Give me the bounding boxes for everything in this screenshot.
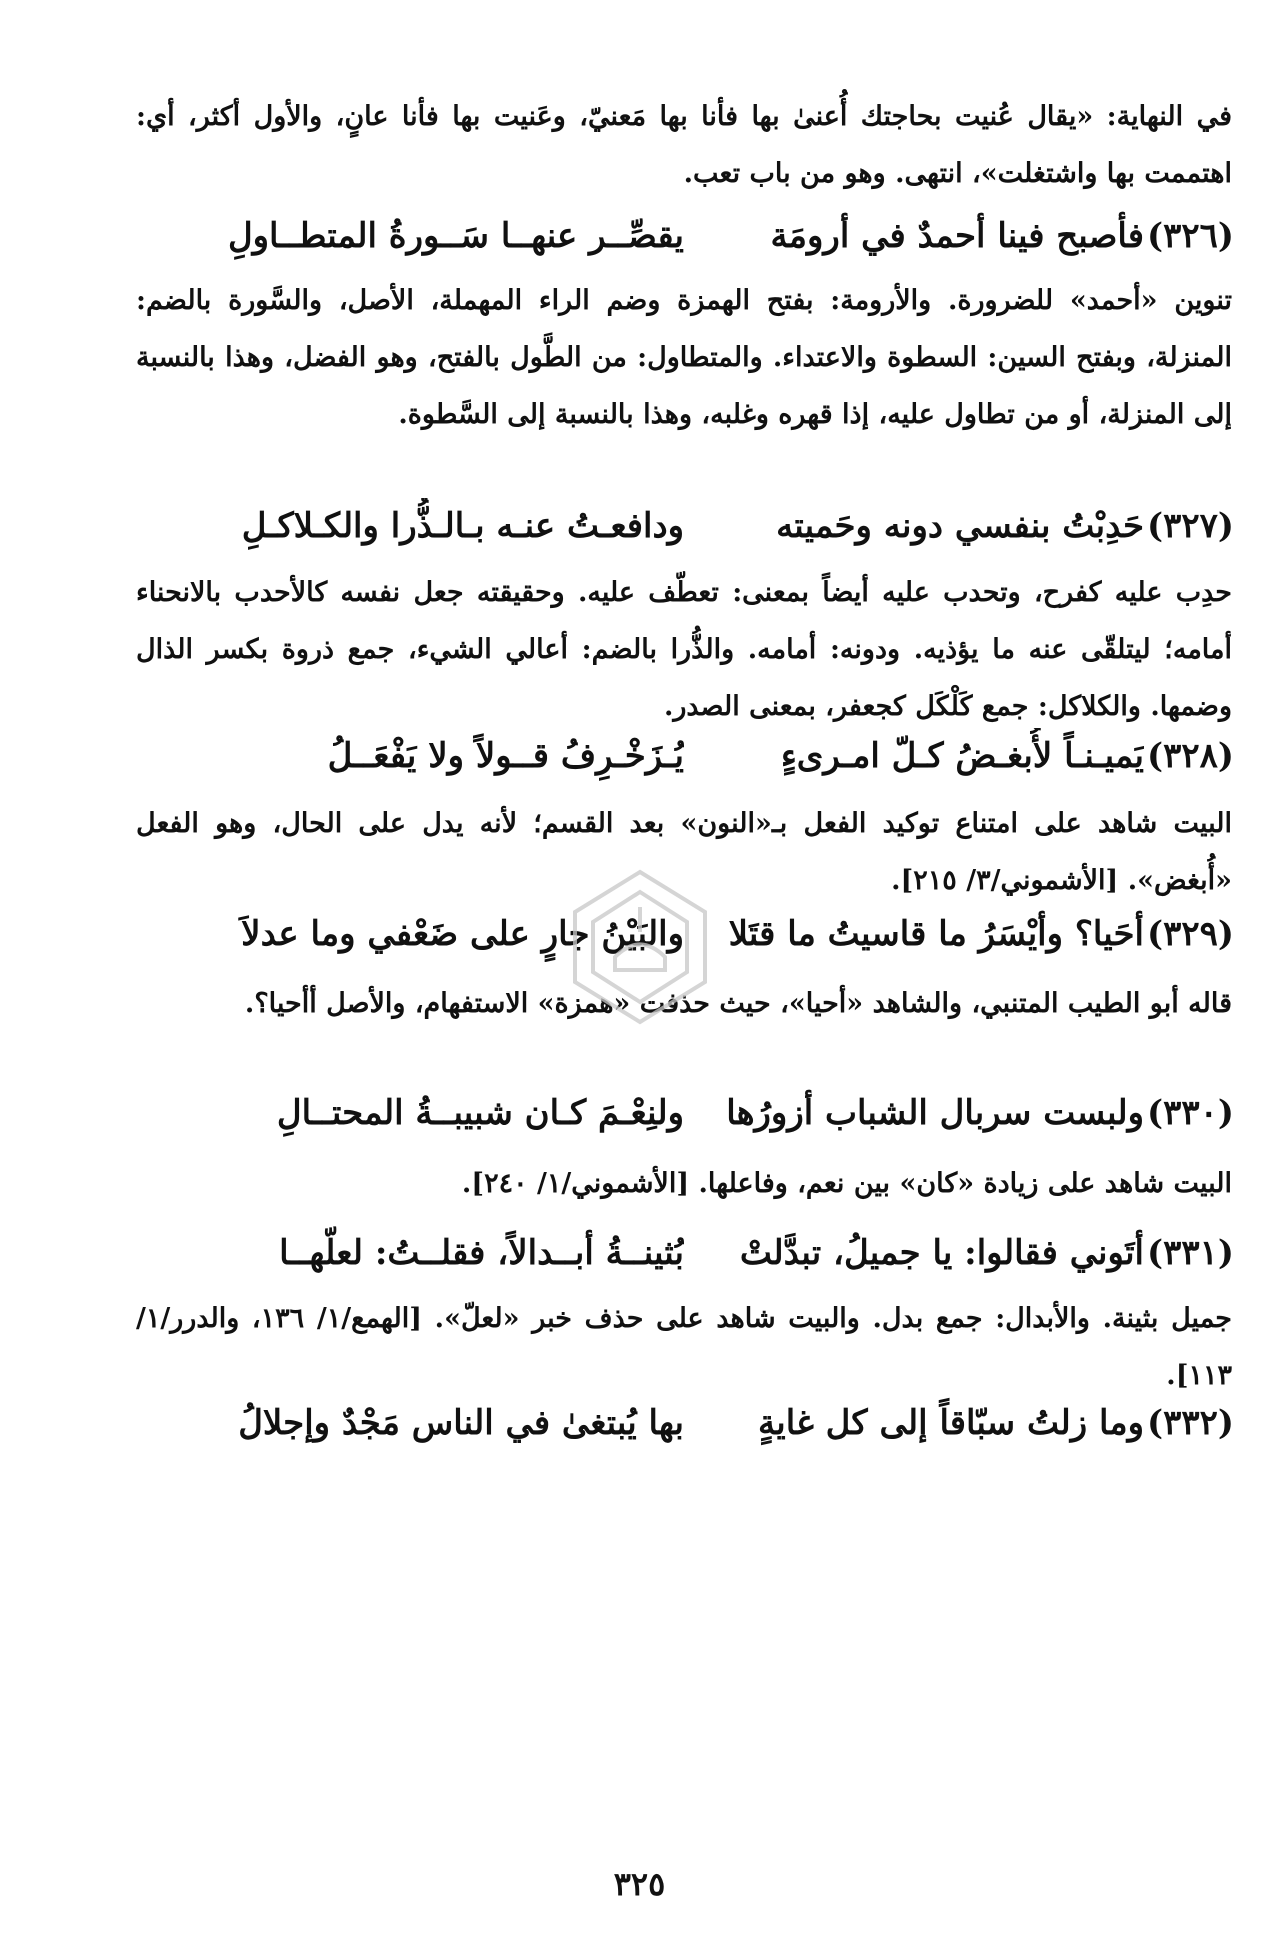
paragraph-327-commentary: حدِب عليه كفرح، وتحدب عليه أيضاً بمعنى: تعطّف عليه. وحقيقته جعل نفسه كالأحدب بالانحناء أمامه؛ ليتلقّى عنه ما يؤذيه. ودونه: أمامه. والذُّرا بالضم: أعالي الشيء، جمع ذروة بكسر الذال وضمها. والكلاكل: جمع كَلْكَل كجعفر، بمعنى الصدر. <box>136 577 1232 722</box>
verse-second-hemistich: ولنِعْـمَ كـان شبيبــةُ المحتــالِ <box>276 1093 684 1133</box>
paragraph-326-commentary: تنوين «أحمد» للضرورة. والأرومة: بفتح الهمزة وضم الراء المهملة، الأصل، والسَّورة بالضم: المنزلة، وبفتح السين: السطوة والاعتداء. والمتطاول: من الطَّول بالفتح، وهو الفضل، وهذا بالنسبة إلى المنزلة، أو من تطاول عليه، إذا قهره وغلبه، وهذا بالنسبة إلى السَّطوة. <box>136 285 1232 430</box>
verse-second-hemistich: بُثينــةُ أبــدالاً، فقلــتُ: لعلّهــا <box>279 1233 684 1273</box>
verse-second-hemistich: والبَيْنُ جارٍ على ضَعْفي وما عدلاَ <box>241 914 684 954</box>
verse-first-hemistich: أحَيا؟ وأيْسَرُ ما قاسيتُ ما قتَلا <box>728 914 1144 954</box>
verse-second-hemistich: يُـزَخْـرِفُ قــولاً ولا يَفْعَــلُ <box>327 736 684 776</box>
verse-number: (٣٢٨) <box>1147 736 1234 776</box>
verse-326 <box>134 208 1234 264</box>
verse-number: (٣٣١) <box>1147 1233 1234 1273</box>
verse-first-hemistich: ولبست سربال الشباب أزورُها <box>726 1093 1144 1133</box>
verse-330 <box>134 1085 1234 1141</box>
verse-first-hemistich: يَميـنـاً لأُبغـضُ كـلّ امـرىءٍ <box>780 736 1144 776</box>
verse-second-hemistich: يقصِّــر عنهــا سَــورةُ المتطــاولِ <box>227 216 684 256</box>
paragraph-328-commentary: البيت شاهد على امتناع توكيد الفعل بـ«النون» بعد القسم؛ لأنه يدل على الحال، وهو الفعل «أُبغض». [الأشموني/٣/ ٢١٥]. <box>136 808 1232 896</box>
verse-first-hemistich: أتَوني فقالوا: يا جميلُ، تبدَّلتْ <box>739 1233 1144 1273</box>
paragraph-331-commentary: جميل بثينة. والأبدال: جمع بدل. والبيت شاهد على حذف خبر «لعلّ». [الهمع/١/ ١٣٦، والدرر/١/ ١١٣]. <box>136 1303 1232 1391</box>
verse-number: (٣٢٦) <box>1147 216 1234 256</box>
verse-first-hemistich: فأصبح فينا أحمدٌ في أرومَة <box>770 216 1144 256</box>
verse-second-hemistich: بها يُبتغىٰ في الناس مَجْدٌ وإجلالُ <box>238 1403 684 1443</box>
verse-331 <box>134 1225 1234 1281</box>
paragraph-330-commentary: البيت شاهد على زيادة «كان» بين نعم، وفاعلها. [الأشموني/١/ ٢٤٠]. <box>461 1168 1232 1199</box>
library-seal-icon <box>555 862 725 1032</box>
verse-332 <box>134 1395 1234 1451</box>
verse-number: (٣٣٠) <box>1147 1093 1234 1133</box>
verse-second-hemistich: ودافعـتُ عنـه بـالـذُّرا والكـلاكـلِ <box>241 506 684 546</box>
verse-first-hemistich: حَدِبْتُ بنفسي دونه وحَميته <box>776 506 1144 546</box>
verse-number: (٣٢٩) <box>1147 914 1234 954</box>
verse-328 <box>134 728 1234 784</box>
verse-number: (٣٢٧) <box>1147 506 1234 546</box>
page-number: ٣٢٥ <box>613 1865 666 1903</box>
verse-327 <box>134 498 1234 554</box>
paragraph-nihaya: في النهاية: «يقال عُنيت بحاجتك أُعنىٰ بها فأنا بها مَعنيّ، وعَنيت بها فأنا عانٍ، والأول أكثر، أي: اهتممت بها واشتغلت»، انتهى. وهو من باب تعب. <box>136 101 1232 189</box>
verse-first-hemistich: وما زلتُ سبّاقاً إلى كل غايةٍ <box>758 1403 1144 1443</box>
verse-number: (٣٣٢) <box>1147 1403 1234 1443</box>
paragraph-329-commentary: قاله أبو الطيب المتنبي، والشاهد «أحيا»، حيث حذفت «همزة» الاستفهام، والأصل أأحيا؟. <box>244 988 1232 1019</box>
